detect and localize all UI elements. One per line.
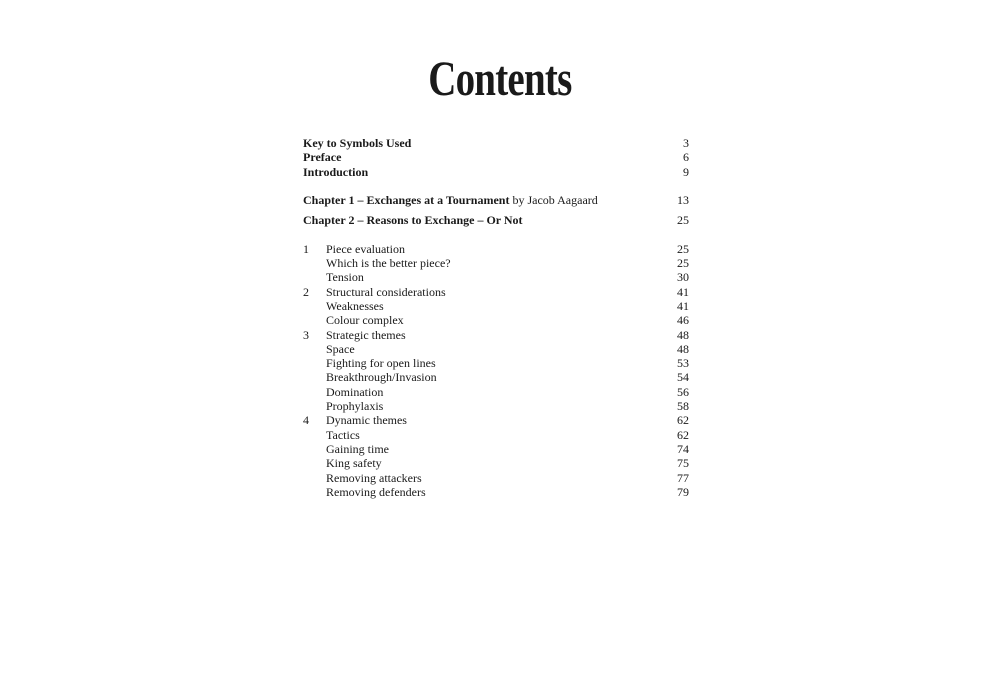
section-number: 1 <box>303 241 309 256</box>
chapter-byline: by Jacob Aagaard <box>509 193 598 208</box>
section-number: 3 <box>303 327 309 342</box>
toc-entry-page: 46 <box>677 313 689 328</box>
section-number: 2 <box>303 284 309 299</box>
section-label: Tactics <box>326 427 360 442</box>
toc-section-entry[interactable] <box>303 285 689 299</box>
toc-section-text <box>303 442 677 456</box>
toc-section-text <box>303 413 677 427</box>
toc-entry[interactable] <box>303 150 689 164</box>
table-of-contents <box>303 136 689 499</box>
section-label: Which is the better piece? <box>326 256 451 271</box>
toc-entry-page: 30 <box>677 270 689 285</box>
toc-section-entry[interactable] <box>303 399 689 413</box>
section-number: 4 <box>303 413 309 428</box>
toc-chapter-entry[interactable] <box>303 193 689 207</box>
toc-section-text <box>303 356 677 370</box>
chapter-title: Chapter 1 – Exchanges at a Tournament <box>303 193 510 208</box>
section-label: Piece evaluation <box>326 241 405 256</box>
section-label: Tension <box>326 270 364 285</box>
toc-entry-page: 62 <box>677 413 689 428</box>
section-label: Prophylaxis <box>326 399 384 414</box>
section-label: Removing defenders <box>326 484 426 499</box>
toc-entry-page: 3 <box>683 136 689 150</box>
toc-entry-page: 9 <box>683 164 689 179</box>
toc-chapter-text <box>303 213 677 227</box>
toc-entry-page: 79 <box>677 484 689 499</box>
section-label: King safety <box>326 456 382 471</box>
toc-section-text <box>303 256 677 270</box>
toc-section-entry[interactable] <box>303 428 689 442</box>
toc-section-entry[interactable] <box>303 485 689 499</box>
toc-section-text <box>303 342 677 356</box>
toc-chapter-text <box>303 193 677 207</box>
toc-entry-page: 75 <box>677 456 689 471</box>
toc-section-entry[interactable] <box>303 270 689 284</box>
toc-section-text <box>303 270 677 284</box>
toc-section-entry[interactable] <box>303 370 689 384</box>
toc-entry-page: 48 <box>677 327 689 342</box>
toc-entry-page: 48 <box>677 341 689 356</box>
toc-section-text <box>303 399 677 413</box>
toc-section-text <box>303 242 677 256</box>
toc-entry-label: Key to Symbols Used <box>303 136 412 150</box>
toc-entry[interactable] <box>303 136 689 150</box>
toc-entry[interactable] <box>303 165 689 179</box>
toc-section-entry[interactable] <box>303 313 689 327</box>
toc-section-text <box>303 370 677 384</box>
toc-entry-page: 74 <box>677 441 689 456</box>
toc-section-text <box>303 313 677 327</box>
toc-entry-page: 25 <box>677 241 689 256</box>
section-label: Structural considerations <box>326 284 446 299</box>
section-label: Domination <box>326 384 384 399</box>
toc-section-entry[interactable] <box>303 471 689 485</box>
toc-section-entry[interactable] <box>303 242 689 256</box>
toc-section-text <box>303 471 677 485</box>
toc-entry-page: 62 <box>677 427 689 442</box>
page-title <box>0 50 1000 106</box>
toc-chapter-entry[interactable] <box>303 213 689 227</box>
toc-entry-page: 25 <box>677 213 689 228</box>
section-label: Strategic themes <box>326 327 406 342</box>
toc-section-text <box>303 299 677 313</box>
section-label: Removing attackers <box>326 470 422 485</box>
section-label: Colour complex <box>326 313 404 328</box>
toc-entry-page: 53 <box>677 356 689 371</box>
toc-entry-page: 56 <box>677 384 689 399</box>
section-label: Fighting for open lines <box>326 356 436 371</box>
toc-entry-page: 13 <box>677 193 689 208</box>
toc-entry-page: 41 <box>677 284 689 299</box>
section-label: Dynamic themes <box>326 413 407 428</box>
toc-section-text <box>303 485 677 499</box>
toc-section-entry[interactable] <box>303 442 689 456</box>
toc-section-entry[interactable] <box>303 356 689 370</box>
toc-section-entry[interactable] <box>303 342 689 356</box>
toc-entry-page: 58 <box>677 399 689 414</box>
section-label: Gaining time <box>326 441 389 456</box>
toc-section-entry[interactable] <box>303 328 689 342</box>
toc-section-entry[interactable] <box>303 413 689 427</box>
toc-entry-label: Preface <box>303 150 342 165</box>
toc-section-text <box>303 285 677 299</box>
toc-section-text <box>303 456 677 470</box>
toc-entry-label: Introduction <box>303 164 369 179</box>
toc-section-entry[interactable] <box>303 385 689 399</box>
toc-section-text <box>303 428 677 442</box>
section-label: Space <box>326 341 355 356</box>
chapter-title: Chapter 2 – Reasons to Exchange – Or Not <box>303 213 523 228</box>
toc-section-text <box>303 328 677 342</box>
toc-section-entry[interactable] <box>303 256 689 270</box>
page-title-text: Contents <box>428 50 572 106</box>
toc-section-entry[interactable] <box>303 299 689 313</box>
toc-entry-page: 41 <box>677 298 689 313</box>
toc-entry-page: 25 <box>677 256 689 271</box>
section-label: Breakthrough/Invasion <box>326 370 437 385</box>
toc-section-entry[interactable] <box>303 456 689 470</box>
toc-entry-page: 54 <box>677 370 689 385</box>
section-label: Weaknesses <box>326 298 384 313</box>
toc-section-text <box>303 385 677 399</box>
toc-entry-page: 6 <box>683 150 689 165</box>
toc-entry-page: 77 <box>677 470 689 485</box>
